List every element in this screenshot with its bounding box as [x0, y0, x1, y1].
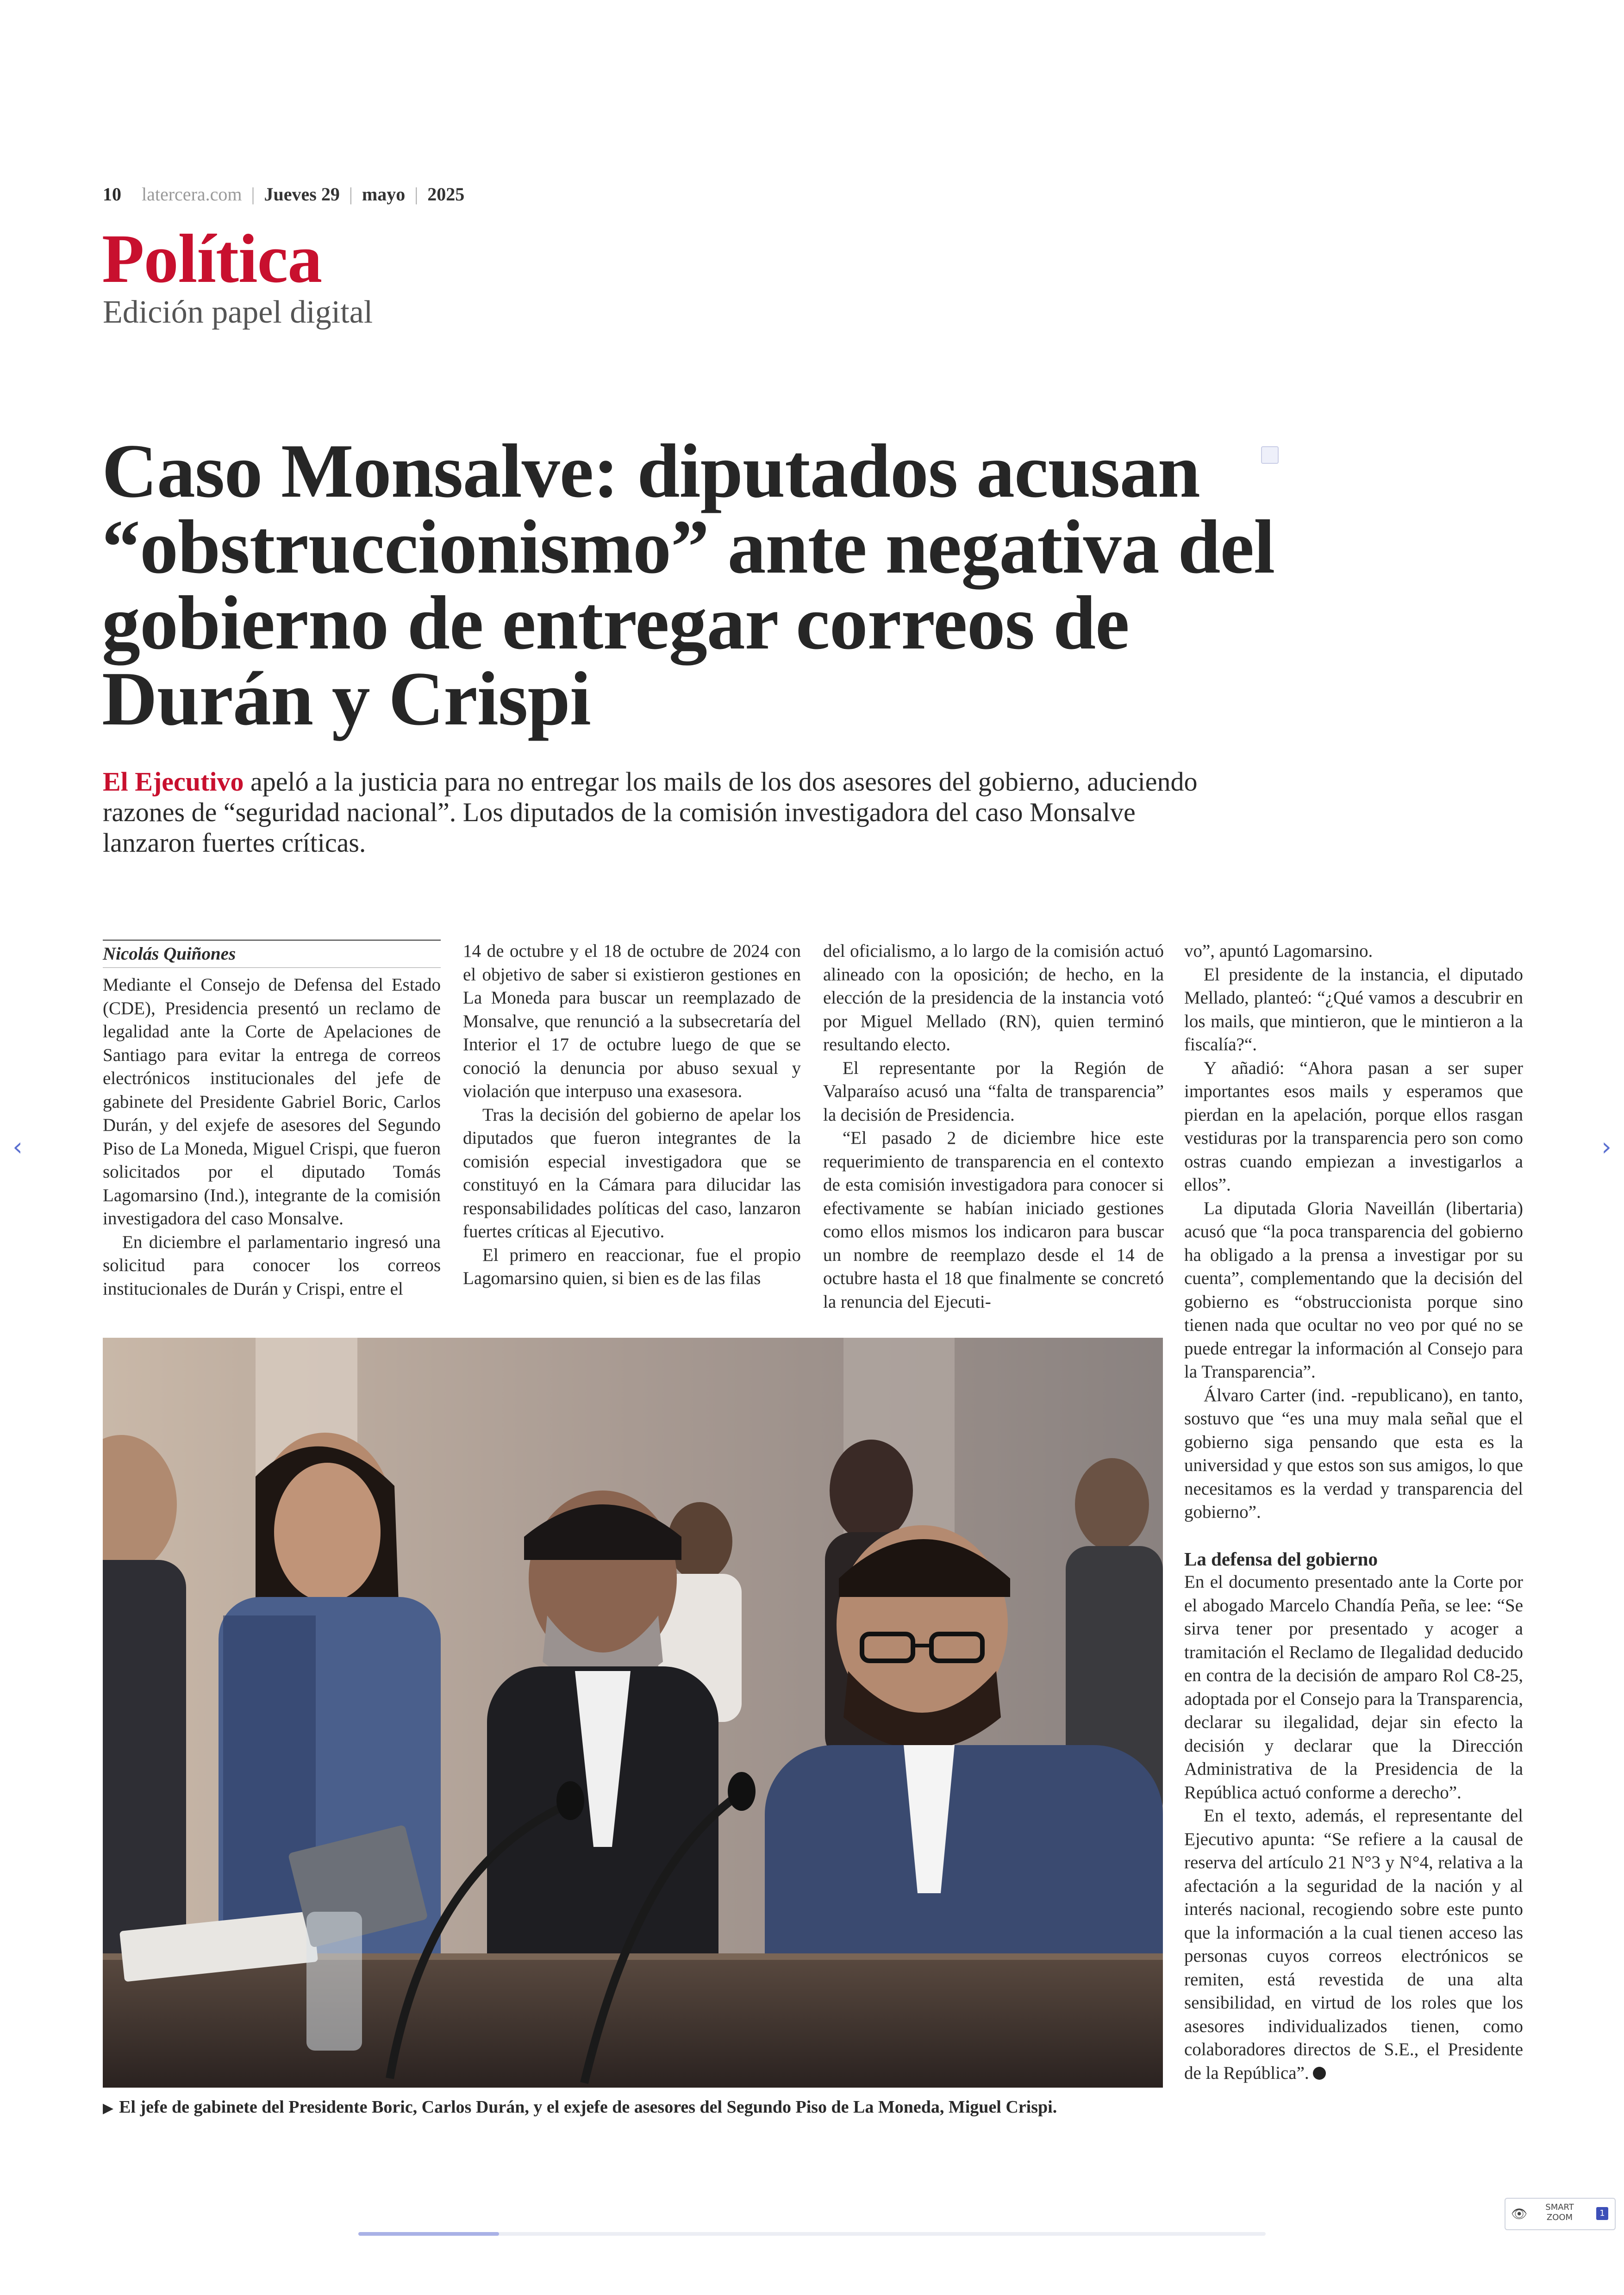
paragraph: En diciembre el parlamentario ingresó una solicitud para conocer los correos institucionales de Durán y Crispi, entre el: [103, 1232, 441, 1299]
folio-line: 10 latercera.com | Jueves 29 | mayo | 2025: [103, 184, 465, 205]
column-1: [103, 940, 441, 1301]
chevron-left-icon[interactable]: ‹: [12, 1132, 23, 1161]
paragraph: El primero en reaccionar, fue el propio Lagomarsino quien, si bien es de las filas: [463, 1245, 801, 1288]
date-year: 2025: [427, 184, 465, 205]
paragraph: Tras la decisión del gobierno de apelar los diputados que fueron integrantes de la comisión especial investigadora que se constituyó en la Cámara para dilucidar las responsabilidades políticas del caso, lanzaron fuertes críticas al Ejecutivo.: [463, 1104, 801, 1241]
paragraph: Álvaro Carter (ind. -republicano), en tanto, sostuvo que “es una muy mala señal que el gobierno siga pensando que esta es la universidad y que estos son sus amigos, lo que necesitamos es la verdad y transparencia del gobierno”.: [1184, 1385, 1523, 1522]
column-2: [463, 940, 801, 1291]
photo-caption: ▶ El jefe de gabinete del Presidente Boric, Carlos Durán, y el exjefe de asesores del Segundo Piso de La Moneda, Miguel Crispi.: [103, 2097, 1057, 2117]
edition-label: Edición papel digital: [103, 294, 373, 330]
lead-kicker: El Ejecutivo: [103, 767, 244, 797]
smart-zoom-label: SMART ZOOM: [1545, 2202, 1574, 2222]
headline: Caso Monsalve: diputados acusan “obstruccionismo” ante negativa del gobierno de entregar correos de Durán y Crispi: [102, 428, 1275, 741]
paragraph: El presidente de la instancia, el diputado Mellado, planteó: “¿Qué vamos a descubrir en los mails, que mintieron, que le mintieron a la fiscalía?“.: [1184, 964, 1523, 1054]
column-3: [823, 940, 1164, 1314]
page-badge: 1: [1596, 2207, 1608, 2220]
subheading: La defensa del gobierno: [1184, 1548, 1378, 1570]
column-4: [1184, 940, 1523, 2085]
paragraph: En el documento presentado ante la Corte por el abogado Marcelo Chandía Peña, se lee: “Se sirva tener por presentado y acoger a tramitación el Reclamo de Ilegalidad deducido en contra de la decisión de amparo Rol C8-25, adoptada por el Consejo para la Transparencia, declarar su ilegalidad, dejar sin efecto la decisión y declarar que la Dirección Administrativa de la Presidencia de la República actuó conforme a derecho”.: [1184, 1572, 1523, 1802]
lead-text: apeló a la justicia para no entregar los mails de los dos asesores del gobierno, aduciendo razones de “seguridad nacional”. Los diputados de la comisión investigadora del caso Monsalve lanzaron fuertes críticas.: [103, 767, 1198, 858]
paragraph: 14 de octubre y el 18 de octubre de 2024 con el objetivo de saber si existieron gestiones en La Moneda para buscar un reemplazado de Monsalve, que renunció a la subsecretaría del Interior el 17 de octubre luego de que se conoció la denuncia por abuso sexual y violación que interpuso una exasesora.: [463, 941, 801, 1101]
paragraph: “El pasado 2 de diciembre hice este requerimiento de transparencia en el contexto de esta comisión investigadora para conocer si efectivamente se habían iniciado gestiones como ellos mismos los indicaron para buscar un nombre de reemplazo desde el 14 de octubre hasta el 18 que finalmente se concretó la renuncia del Ejecuti-: [823, 1128, 1164, 1312]
page-progress-bar[interactable]: [358, 2232, 1266, 2236]
paragraph: En el texto, además, el representante del Ejecutivo apunta: “Se refiere a la causal de reserva del artículo 21 N°3 y N°4, relativa a la afectación a la seguridad de la nación y al interés nacional, recogiendo sobre este punto que la información a la cual tienen acceso las personas cuyos correos electrónicos se remiten, está revestida de una alta sensibilidad, en virtud de los roles que los asesores individualizados tienen, como colaboradores directos de S.E., el Presidente de la República”.: [1184, 1806, 1523, 2083]
section-title: Política: [102, 220, 322, 297]
article-photo: [103, 1338, 1163, 2088]
site-name: latercera.com: [142, 184, 242, 205]
end-mark-icon: [1313, 2067, 1326, 2080]
paragraph: Y añadió: “Ahora pasan a ser super importantes esos mails y esperamos que pierdan en la apelación, porque ellos rasgan vestiduras por la transparencia pero son como ostras cuando empiezan a investigarlos a ellos”.: [1184, 1058, 1523, 1195]
lead-paragraph: [103, 767, 1223, 858]
chevron-right-icon[interactable]: ›: [1601, 1132, 1612, 1161]
paragraph: El representante por la Región de Valparaíso acusó una “falta de transparencia” la decisión de Presidencia.: [823, 1058, 1164, 1125]
caption-arrow-icon: ▶: [103, 2101, 114, 2116]
paragraph: La diputada Gloria Naveillán (libertaria) acusó que “la poca transparencia del gobierno ha obligado a la prensa a investigar por su cuenta”, complementando que la decisión del gobierno es “obstruccionista porque sino tienen nada que ocultar no veo por qué no se puede entregar la información al Consejo para la Transparencia”.: [1184, 1198, 1523, 1382]
progress-fill: [358, 2232, 499, 2236]
eye-icon: 👁: [1511, 2206, 1528, 2221]
paragraph: vo”, apuntó Lagomarsino.: [1184, 941, 1373, 961]
date-month: mayo: [362, 184, 406, 205]
paragraph: del oficialismo, a lo largo de la comisión actuó alineado con la oposición; de hecho, en la elección de la presidencia de la instancia votó por Miguel Mellado (RN), quien terminó resultando electo.: [823, 941, 1164, 1054]
page-number: 10: [103, 184, 121, 205]
smart-zoom-button[interactable]: [1505, 2198, 1616, 2230]
byline: Nicolás Quiñones: [103, 940, 441, 968]
date-day: Jueves 29: [264, 184, 340, 205]
paragraph: Mediante el Consejo de Defensa del Estado (CDE), Presidencia presentó un reclamo de legalidad ante la Corte de Apelaciones de Santiago para evitar la entrega de correos electrónicos institucionales del jefe de gabinete del Presidente Gabriel Boric, Carlos Durán, y del exjefe de asesores del Segundo Piso de La Moneda, Miguel Crispi, que fueron solicitados por el diputado Tomás Lagomarsino (Ind.), integrante de la comisión investigadora del caso Monsalve.: [103, 975, 441, 1229]
